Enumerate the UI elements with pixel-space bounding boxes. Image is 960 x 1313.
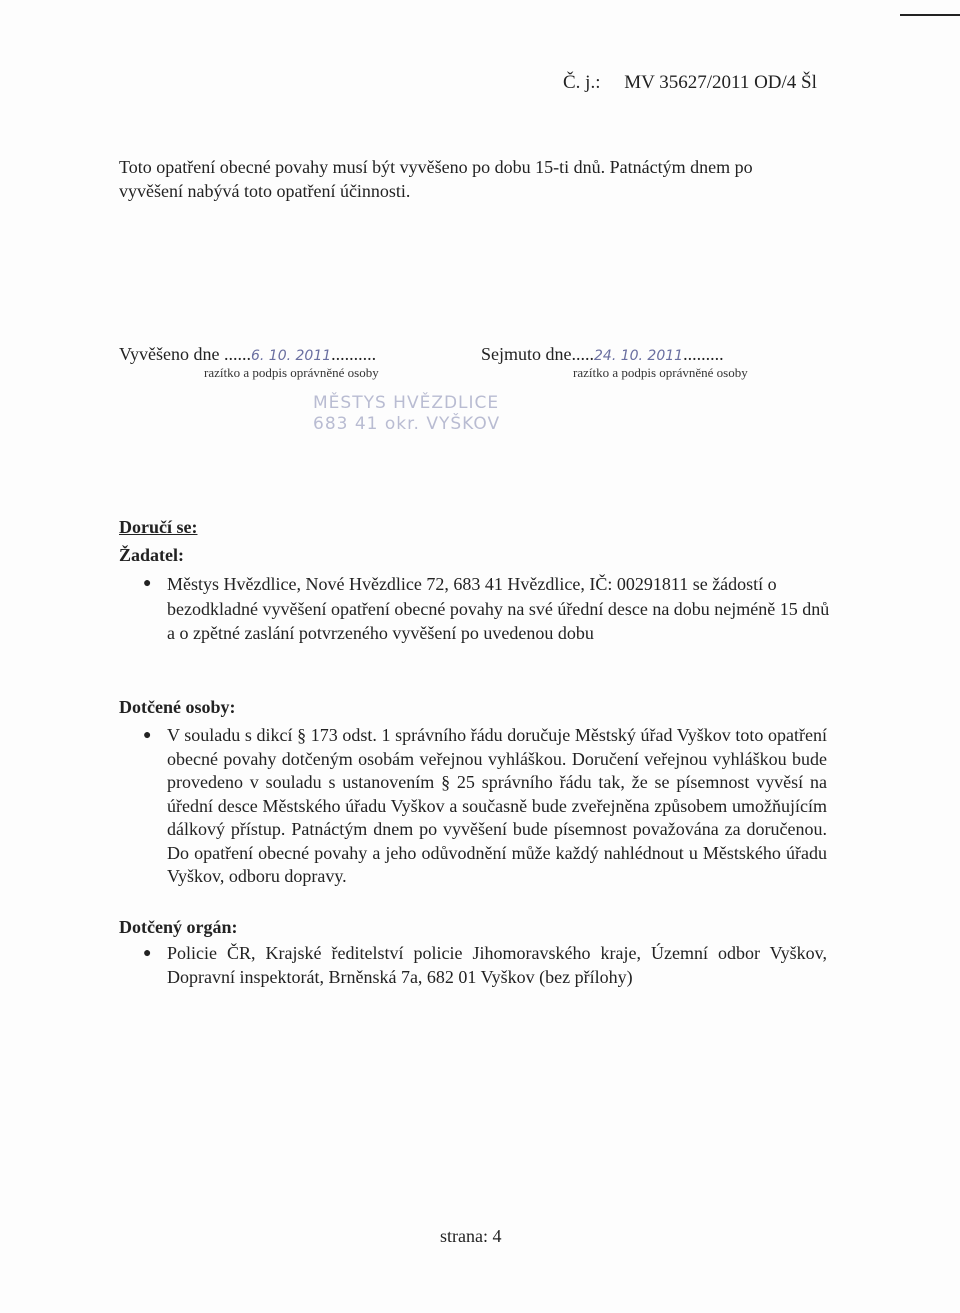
reference-number [563,72,817,94]
persons-text: V souladu s dikcí § 173 odst. 1 správního řádu doručuje Městský úřad Vyškov toto opatření obecné povahy dotčeným osobám veřejnou vyhláškou. Doručení veřejnou vyhláškou bude provedeno v souladu s ustanovením § 25 správního řádu tak, že se písemnost vyvěsí na úřední desce Městského úřadu Vyškov a současně bude zveřejněna způsobem umožňujícím dálkový přístup. Patnáctým dnem po vyvěšení bude písemnost považována za doručenou. Do opatření obecné povahy a jeho odůvodnění může každý nahlédnout u Městského úřadu Vyškov, odboru dopravy. [167,725,827,886]
stamp-line1: MĚSTYS HVĚZDLICE [313,393,500,413]
applicant-heading: Žadatel: [119,545,184,565]
authority-text: Policie ČR, Krajské ředitelství policie Jihomoravského kraje, Územní odbor Vyškov, Dopravní inspektorát, Brněnská 7a, 682 01 Vyškov (bez přílohy) [167,943,827,987]
stamp-line2: 683 41 okr. VYŠKOV [313,414,501,434]
removed-date-handwritten: 24. 10. 2011 [594,348,684,364]
authority-item [143,942,827,989]
bullet-icon: ● [143,576,152,591]
applicant-item [143,572,832,646]
applicant-text: Městys Hvězdlice, Nové Hvězdlice 72, 683 41 Hvězdlice, IČ: 00291811 se žádostí o bezodkladné vyvěšení opatření obecné povahy na své úřední desce na dobu nejméně 15 dnů a o zpětné zaslání potvrzeného vyvěšení po uvedenou dobu [167,574,830,643]
removed-label: Sejmuto dne [481,344,572,364]
delivery-heading: Doručí se: [119,517,198,537]
authority-heading: Dotčený orgán: [119,917,238,937]
bullet-icon: ● [143,946,152,961]
removed-signature-caption: razítko a podpis oprávněné osoby [573,365,748,380]
ref-label: Č. j.: [563,72,601,93]
intro-paragraph: Toto opatření obecné povahy musí být vyvěšeno po dobu 15-ti dnů. Patnáctým dnem po vyvěšení nabývá toto opatření účinnosti. [119,157,753,201]
posted-label: Vyvěšeno dne [119,344,220,364]
bullet-icon: ● [143,728,152,743]
persons-heading: Dotčené osoby: [119,697,236,717]
page-number: strana: 4 [440,1226,502,1246]
scan-edge-line [900,14,960,16]
persons-item [143,724,827,889]
ref-value: MV 35627/2011 OD/4 Šl [624,72,817,93]
removed-field: Sejmuto dne.....24. 10. 2011......... [481,344,724,364]
posted-field: Vyvěšeno dne ......6. 10. 2011.......... [119,344,377,364]
posted-signature-caption: razítko a podpis oprávněné osoby [204,365,379,380]
posted-date-handwritten: 6. 10. 2011 [250,348,332,364]
